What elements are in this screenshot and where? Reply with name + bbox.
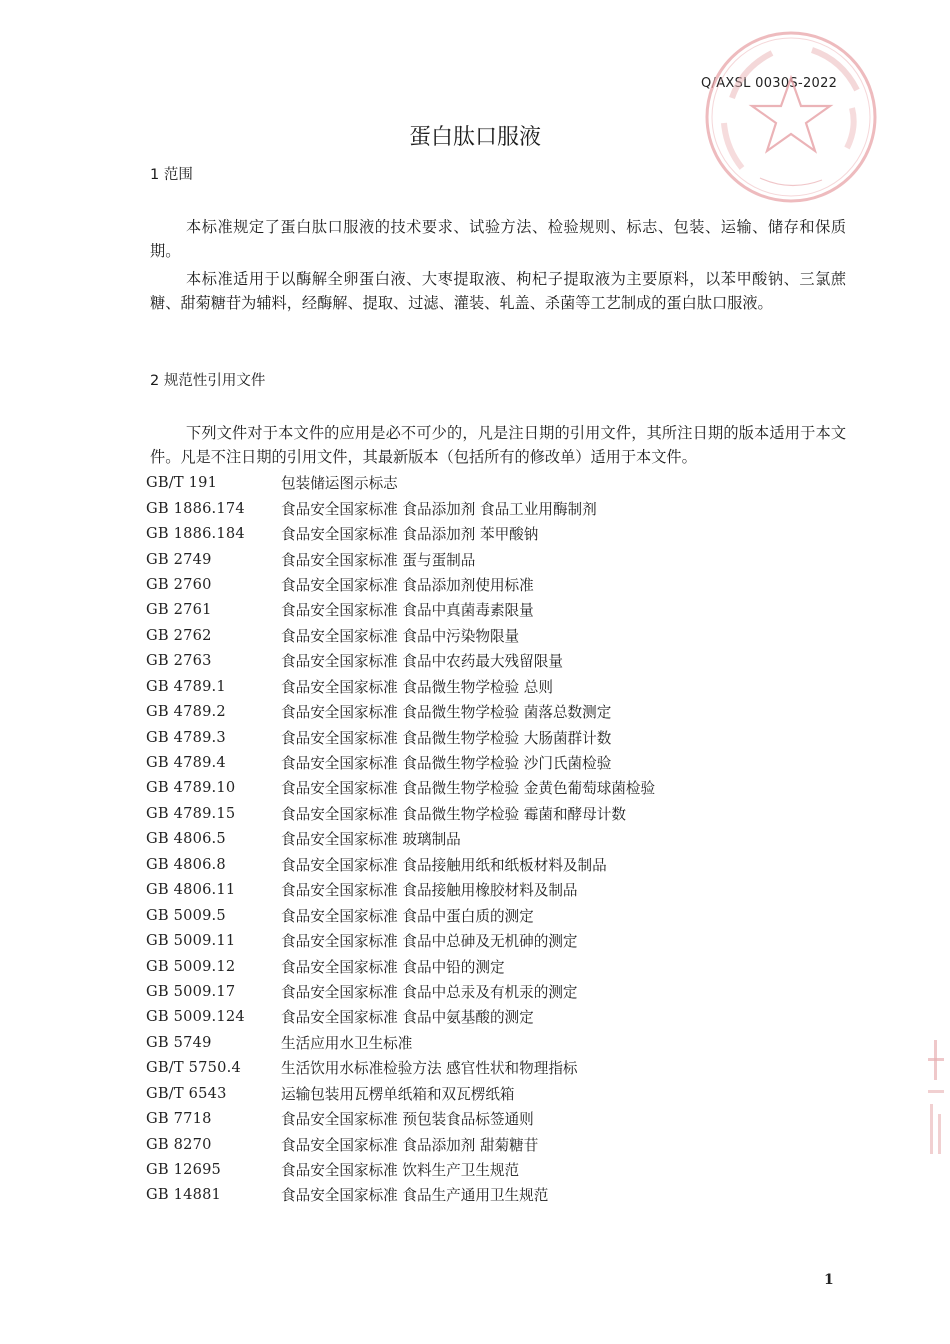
reference-code: GB 5009.17 [146, 982, 236, 1000]
reference-code: GB 4789.4 [146, 754, 226, 772]
page-number: 1 [824, 1272, 834, 1288]
reference-code: GB/T 6543 [146, 1084, 227, 1102]
reference-row [146, 1131, 655, 1156]
reference-code: GB 5009.5 [146, 906, 226, 924]
reference-row [146, 1157, 655, 1182]
reference-title: 食品安全国家标准 食品添加剂使用标准 [281, 576, 534, 594]
reference-row [146, 1081, 655, 1106]
reference-title: 食品安全国家标准 食品微生物学检验 总则 [281, 678, 553, 696]
reference-row [146, 852, 655, 877]
reference-row [146, 1004, 655, 1029]
reference-list [146, 470, 655, 1208]
reference-title: 食品安全国家标准 食品添加剂 食品工业用酶制剂 [281, 500, 597, 518]
scope-paragraph-1: 本标准规定了蛋白肽口服液的技术要求、试验方法、检验规则、标志、包装、运输、储存和保质期。 [150, 218, 846, 260]
reference-code: GB 5009.124 [146, 1008, 245, 1026]
reference-row [146, 953, 655, 978]
section-heading-normative-references: 2 规范性引用文件 [150, 373, 266, 389]
reference-title: 食品安全国家标准 食品接触用橡胶材料及制品 [281, 882, 578, 900]
reference-title: 食品安全国家标准 食品微生物学检验 菌落总数测定 [281, 704, 612, 722]
reference-code: GB 5749 [146, 1033, 212, 1051]
reference-title: 食品安全国家标准 食品微生物学检验 沙门氏菌检验 [281, 755, 612, 773]
document-title: 蛋白肽口服液 [408, 125, 541, 150]
reference-title: 食品安全国家标准 食品微生物学检验 霉菌和酵母计数 [281, 805, 626, 823]
reference-title: 运输包装用瓦楞单纸箱和双瓦楞纸箱 [281, 1085, 515, 1103]
reference-row [146, 750, 655, 775]
reference-row [146, 521, 655, 546]
reference-title: 生活饮用水标准检验方法 感官性状和物理指标 [281, 1060, 578, 1078]
reference-row [146, 979, 655, 1004]
reference-title: 食品安全国家标准 预包装食品标签通则 [281, 1111, 534, 1129]
reference-code: GB 7718 [146, 1110, 212, 1128]
reference-row [146, 775, 655, 800]
reference-title: 生活应用水卫生标准 [281, 1034, 413, 1052]
reference-row [146, 877, 655, 902]
reference-code: GB 4806.5 [146, 830, 226, 848]
reference-row [146, 699, 655, 724]
reference-title: 食品安全国家标准 食品中真菌毒素限量 [281, 602, 534, 620]
reference-title: 食品安全国家标准 食品生产通用卫生规范 [281, 1187, 549, 1205]
reference-title: 食品安全国家标准 饮料生产卫生规范 [281, 1162, 520, 1180]
reference-row [146, 902, 655, 927]
reference-code: GB 4806.8 [146, 855, 226, 873]
reference-title: 食品安全国家标准 食品添加剂 苯甲酸钠 [281, 526, 539, 544]
scope-paragraph-2: 本标准适用于以酶解全卵蛋白液、大枣提取液、枸杞子提取液为主要原料，以苯甲酸钠、三氯蔗糖、甜菊糖苷为辅料，经酶解、提取、过滤、灌装、轧盖、杀菌等工艺制成的蛋白肽口服液。 [150, 270, 846, 312]
reference-title: 食品安全国家标准 食品中蛋白质的测定 [281, 907, 534, 925]
reference-title: 食品安全国家标准 食品微生物学检验 金黄色葡萄球菌检验 [281, 780, 656, 798]
reference-title: 食品安全国家标准 食品中总砷及无机砷的测定 [281, 933, 578, 951]
reference-code: GB/T 5750.4 [146, 1059, 241, 1077]
reference-code: GB 4789.15 [146, 804, 236, 822]
reference-row [146, 1182, 655, 1207]
reference-code: GB 5009.11 [146, 932, 236, 950]
reference-code: GB/T 191 [146, 474, 218, 492]
reference-row [146, 724, 655, 749]
reference-title: 包装储运图示标志 [281, 475, 398, 493]
reference-row [146, 546, 655, 571]
reference-code: GB 4789.1 [146, 677, 226, 695]
reference-title: 食品安全国家标准 食品接触用纸和纸板材料及制品 [281, 856, 607, 874]
reference-code: GB 1886.174 [146, 499, 245, 517]
company-seal [702, 28, 880, 206]
reference-title: 食品安全国家标准 食品中污染物限量 [281, 627, 520, 645]
reference-code: GB 1886.184 [146, 525, 245, 543]
reference-code: GB 4789.3 [146, 728, 226, 746]
reference-code: GB 2760 [146, 575, 212, 593]
reference-title: 食品安全国家标准 食品中氨基酸的测定 [281, 1009, 534, 1027]
reference-code: GB 2761 [146, 601, 212, 619]
reference-code: GB 4789.10 [146, 779, 236, 797]
reference-row [146, 1106, 655, 1131]
reference-row [146, 470, 655, 495]
reference-title: 食品安全国家标准 玻璃制品 [281, 831, 461, 849]
reference-row [146, 495, 655, 520]
reference-code: GB 2749 [146, 550, 212, 568]
reference-code: GB 14881 [146, 1186, 222, 1204]
reference-title: 食品安全国家标准 食品中铅的测定 [281, 958, 505, 976]
reference-code: GB 4806.11 [146, 881, 236, 899]
reference-code: GB 8270 [146, 1135, 212, 1153]
reference-row [146, 928, 655, 953]
reference-code: GB 2762 [146, 626, 212, 644]
references-intro-paragraph: 下列文件对于本文件的应用是必不可少的，凡是注日期的引用文件，其所注日期的版本适用于本文件。凡是不注日期的引用文件，其最新版本（包括所有的修改单）适用于本文件。 [150, 424, 846, 466]
reference-row [146, 1055, 655, 1080]
reference-code: GB 2763 [146, 652, 212, 670]
reference-row [146, 597, 655, 622]
reference-row [146, 801, 655, 826]
document-id: Q/AXSL 0030S-2022 [701, 76, 838, 91]
reference-code: GB 5009.12 [146, 957, 236, 975]
reference-row [146, 648, 655, 673]
reference-title: 食品安全国家标准 食品微生物学检验 大肠菌群计数 [281, 729, 612, 747]
reference-row [146, 826, 655, 851]
reference-row [146, 1030, 655, 1055]
reference-code: GB 4789.2 [146, 703, 226, 721]
reference-row [146, 623, 655, 648]
reference-row [146, 674, 655, 699]
reference-title: 食品安全国家标准 蛋与蛋制品 [281, 551, 476, 569]
section-heading-scope: 1 范围 [150, 167, 193, 183]
reference-title: 食品安全国家标准 食品中农药最大残留限量 [281, 653, 563, 671]
reference-row [146, 572, 655, 597]
seam-stamp-fragment [922, 1030, 950, 1170]
reference-title: 食品安全国家标准 食品中总汞及有机汞的测定 [281, 983, 578, 1001]
reference-title: 食品安全国家标准 食品添加剂 甜菊糖苷 [281, 1136, 539, 1154]
reference-code: GB 12695 [146, 1161, 222, 1179]
